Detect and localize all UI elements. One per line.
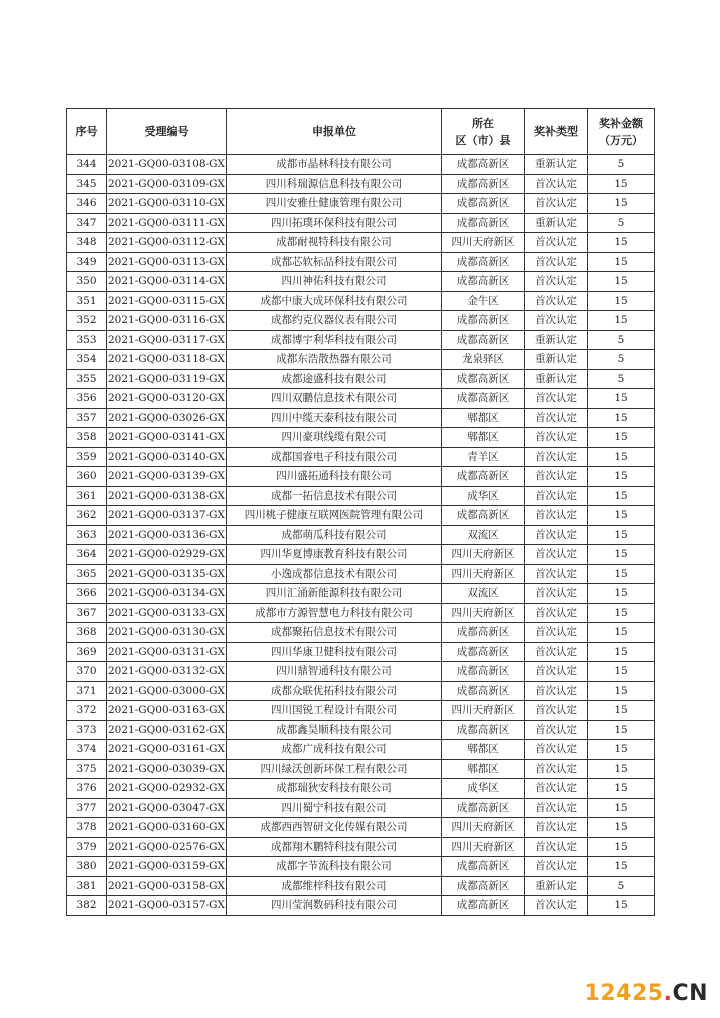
cell-amount: 15	[588, 408, 655, 428]
cell-code: 2021-GQ00-03116-GX	[107, 311, 227, 331]
cell-code: 2021-GQ00-03111-GX	[107, 213, 227, 233]
table-row	[67, 701, 655, 721]
cell-unit: 成都一拓信息技术有限公司	[227, 486, 442, 506]
cell-area: 龙泉驿区	[442, 350, 525, 370]
cell-area: 成都高新区	[442, 194, 525, 214]
cell-type: 首次认定	[525, 174, 588, 194]
cell-amount: 15	[588, 486, 655, 506]
header-amount-line1: 奖补金额	[599, 116, 643, 130]
cell-index: 363	[67, 525, 107, 545]
cell-code: 2021-GQ00-03158-GX	[107, 876, 227, 896]
cell-unit: 四川蜀宁科技有限公司	[227, 798, 442, 818]
cell-code: 2021-GQ00-03134-GX	[107, 584, 227, 604]
cell-amount: 15	[588, 252, 655, 272]
cell-code: 2021-GQ00-03137-GX	[107, 506, 227, 526]
cell-index: 353	[67, 330, 107, 350]
cell-unit: 成都广成科技有限公司	[227, 740, 442, 760]
cell-unit: 成都瑞狄安科技有限公司	[227, 779, 442, 799]
cell-unit: 四川科瑞源信息科技有限公司	[227, 174, 442, 194]
cell-index: 376	[67, 779, 107, 799]
table-row	[67, 798, 655, 818]
cell-unit: 成都约克仪器仪表有限公司	[227, 311, 442, 331]
cell-index: 355	[67, 369, 107, 389]
header-area-line1: 所在	[472, 116, 494, 130]
cell-area: 成都高新区	[442, 623, 525, 643]
table-row	[67, 233, 655, 253]
cell-area: 郫都区	[442, 740, 525, 760]
cell-area: 成都高新区	[442, 662, 525, 682]
cell-type: 首次认定	[525, 194, 588, 214]
cell-code: 2021-GQ00-03130-GX	[107, 623, 227, 643]
cell-type: 首次认定	[525, 584, 588, 604]
header-area-line2: 区（市）县	[455, 133, 511, 147]
cell-unit: 四川绿沃创新环保工程有限公司	[227, 759, 442, 779]
cell-area: 四川天府新区	[442, 564, 525, 584]
cell-code: 2021-GQ00-03026-GX	[107, 408, 227, 428]
cell-amount: 15	[588, 603, 655, 623]
cell-index: 349	[67, 252, 107, 272]
cell-unit: 四川鼎智通科技有限公司	[227, 662, 442, 682]
cell-unit: 四川豪琪线缆有限公司	[227, 428, 442, 448]
cell-index: 364	[67, 545, 107, 565]
cell-unit: 小逸成都信息技术有限公司	[227, 564, 442, 584]
table-row	[67, 213, 655, 233]
cell-code: 2021-GQ00-03112-GX	[107, 233, 227, 253]
cell-type: 首次认定	[525, 896, 588, 916]
table-row	[67, 603, 655, 623]
cell-index: 371	[67, 681, 107, 701]
cell-code: 2021-GQ00-03163-GX	[107, 701, 227, 721]
cell-amount: 5	[588, 155, 655, 175]
cell-area: 成华区	[442, 486, 525, 506]
cell-unit: 成都途盛科技有限公司	[227, 369, 442, 389]
cell-code: 2021-GQ00-03161-GX	[107, 740, 227, 760]
cell-index: 356	[67, 389, 107, 409]
cell-amount: 15	[588, 311, 655, 331]
cell-area: 成都高新区	[442, 720, 525, 740]
cell-amount: 15	[588, 194, 655, 214]
cell-unit: 四川双鹏信息技术有限公司	[227, 389, 442, 409]
watermark-tld: CN	[672, 981, 708, 1006]
cell-amount: 15	[588, 233, 655, 253]
cell-index: 359	[67, 447, 107, 467]
table-row	[67, 623, 655, 643]
cell-amount: 15	[588, 525, 655, 545]
cell-code: 2021-GQ00-03131-GX	[107, 642, 227, 662]
cell-code: 2021-GQ00-03039-GX	[107, 759, 227, 779]
cell-type: 首次认定	[525, 545, 588, 565]
cell-area: 金牛区	[442, 291, 525, 311]
cell-area: 成华区	[442, 779, 525, 799]
cell-code: 2021-GQ00-03113-GX	[107, 252, 227, 272]
table-row	[67, 272, 655, 292]
table-row	[67, 467, 655, 487]
watermark-dot: .	[663, 981, 673, 1006]
table-row	[67, 194, 655, 214]
cell-unit: 四川拓璞环保科技有限公司	[227, 213, 442, 233]
cell-amount: 15	[588, 662, 655, 682]
cell-code: 2021-GQ00-03157-GX	[107, 896, 227, 916]
cell-unit: 四川神佑科技有限公司	[227, 272, 442, 292]
cell-type: 首次认定	[525, 506, 588, 526]
table-row	[67, 720, 655, 740]
cell-index: 381	[67, 876, 107, 896]
cell-area: 双流区	[442, 584, 525, 604]
header-area	[442, 109, 525, 155]
cell-amount: 15	[588, 389, 655, 409]
table-row	[67, 155, 655, 175]
cell-unit: 四川国锐工程设计有限公司	[227, 701, 442, 721]
cell-unit: 四川桃子健康互联网医院管理有限公司	[227, 506, 442, 526]
cell-area: 成都高新区	[442, 896, 525, 916]
cell-type: 重新认定	[525, 369, 588, 389]
cell-unit: 四川华康卫健科技有限公司	[227, 642, 442, 662]
cell-unit: 四川安雅仕健康管理有限公司	[227, 194, 442, 214]
cell-area: 四川天府新区	[442, 603, 525, 623]
cell-area: 双流区	[442, 525, 525, 545]
cell-code: 2021-GQ00-03000-GX	[107, 681, 227, 701]
cell-type: 首次认定	[525, 428, 588, 448]
cell-amount: 15	[588, 701, 655, 721]
cell-code: 2021-GQ00-02929-GX	[107, 545, 227, 565]
cell-amount: 15	[588, 779, 655, 799]
cell-amount: 15	[588, 759, 655, 779]
cell-type: 首次认定	[525, 233, 588, 253]
table-row	[67, 779, 655, 799]
site-watermark	[585, 981, 708, 1006]
cell-type: 首次认定	[525, 408, 588, 428]
table-header-row	[67, 109, 655, 155]
cell-type: 首次认定	[525, 740, 588, 760]
cell-index: 369	[67, 642, 107, 662]
table-row	[67, 174, 655, 194]
table-row	[67, 408, 655, 428]
table-row	[67, 330, 655, 350]
cell-unit: 四川华夏博康教育科技有限公司	[227, 545, 442, 565]
table-row	[67, 447, 655, 467]
cell-index: 352	[67, 311, 107, 331]
cell-area: 成都高新区	[442, 389, 525, 409]
table-row	[67, 681, 655, 701]
cell-area: 成都高新区	[442, 174, 525, 194]
table-row	[67, 662, 655, 682]
cell-code: 2021-GQ00-03141-GX	[107, 428, 227, 448]
cell-code: 2021-GQ00-03118-GX	[107, 350, 227, 370]
cell-area: 成都高新区	[442, 252, 525, 272]
cell-index: 365	[67, 564, 107, 584]
table-row	[67, 525, 655, 545]
cell-code: 2021-GQ00-03160-GX	[107, 818, 227, 838]
cell-index: 382	[67, 896, 107, 916]
cell-amount: 15	[588, 740, 655, 760]
cell-type: 首次认定	[525, 291, 588, 311]
cell-type: 首次认定	[525, 662, 588, 682]
cell-index: 348	[67, 233, 107, 253]
cell-code: 2021-GQ00-03110-GX	[107, 194, 227, 214]
cell-amount: 5	[588, 213, 655, 233]
cell-amount: 5	[588, 330, 655, 350]
cell-area: 成都高新区	[442, 155, 525, 175]
table-row	[67, 428, 655, 448]
table-row	[67, 252, 655, 272]
cell-area: 郫都区	[442, 428, 525, 448]
cell-type: 首次认定	[525, 798, 588, 818]
cell-code: 2021-GQ00-03132-GX	[107, 662, 227, 682]
cell-area: 成都高新区	[442, 330, 525, 350]
cell-area: 四川天府新区	[442, 701, 525, 721]
cell-amount: 15	[588, 467, 655, 487]
cell-code: 2021-GQ00-03108-GX	[107, 155, 227, 175]
cell-type: 首次认定	[525, 681, 588, 701]
cell-area: 成都高新区	[442, 213, 525, 233]
cell-unit: 四川中缆天泰科技有限公司	[227, 408, 442, 428]
cell-type: 重新认定	[525, 213, 588, 233]
cell-area: 四川天府新区	[442, 545, 525, 565]
cell-area: 成都高新区	[442, 506, 525, 526]
cell-code: 2021-GQ00-03162-GX	[107, 720, 227, 740]
cell-amount: 15	[588, 447, 655, 467]
cell-type: 首次认定	[525, 720, 588, 740]
watermark-digits: 12425	[584, 981, 664, 1006]
cell-unit: 成都西西智研文化传媒有限公司	[227, 818, 442, 838]
cell-area: 成都高新区	[442, 642, 525, 662]
cell-area: 郫都区	[442, 759, 525, 779]
cell-unit: 成都字节流科技有限公司	[227, 857, 442, 877]
table-row	[67, 545, 655, 565]
cell-index: 347	[67, 213, 107, 233]
cell-type: 重新认定	[525, 876, 588, 896]
cell-type: 首次认定	[525, 252, 588, 272]
table-row	[67, 740, 655, 760]
cell-index: 357	[67, 408, 107, 428]
cell-code: 2021-GQ00-02932-GX	[107, 779, 227, 799]
table-row	[67, 291, 655, 311]
cell-amount: 15	[588, 272, 655, 292]
cell-unit: 成都市方源智慧电力科技有限公司	[227, 603, 442, 623]
cell-index: 354	[67, 350, 107, 370]
cell-index: 378	[67, 818, 107, 838]
cell-index: 380	[67, 857, 107, 877]
cell-index: 346	[67, 194, 107, 214]
cell-area: 成都高新区	[442, 467, 525, 487]
cell-index: 360	[67, 467, 107, 487]
cell-type: 首次认定	[525, 837, 588, 857]
header-amount-line2: （万元）	[599, 133, 643, 147]
cell-area: 郫都区	[442, 408, 525, 428]
header-type: 奖补类型	[525, 109, 588, 155]
table-row	[67, 584, 655, 604]
cell-unit: 四川莹润数码科技有限公司	[227, 896, 442, 916]
cell-amount: 15	[588, 291, 655, 311]
cell-type: 重新认定	[525, 155, 588, 175]
table-row	[67, 564, 655, 584]
cell-code: 2021-GQ00-03115-GX	[107, 291, 227, 311]
cell-unit: 成都市晶林科技有限公司	[227, 155, 442, 175]
cell-index: 362	[67, 506, 107, 526]
cell-unit: 成都博宇利华科技有限公司	[227, 330, 442, 350]
cell-amount: 5	[588, 876, 655, 896]
cell-index: 351	[67, 291, 107, 311]
table-row	[67, 896, 655, 916]
cell-area: 成都高新区	[442, 272, 525, 292]
cell-type: 首次认定	[525, 701, 588, 721]
cell-code: 2021-GQ00-03133-GX	[107, 603, 227, 623]
cell-type: 首次认定	[525, 311, 588, 331]
cell-index: 374	[67, 740, 107, 760]
cell-index: 367	[67, 603, 107, 623]
cell-area: 成都高新区	[442, 876, 525, 896]
cell-code: 2021-GQ00-03114-GX	[107, 272, 227, 292]
cell-amount: 5	[588, 350, 655, 370]
cell-type: 重新认定	[525, 350, 588, 370]
cell-amount: 15	[588, 818, 655, 838]
cell-index: 345	[67, 174, 107, 194]
cell-code: 2021-GQ00-03138-GX	[107, 486, 227, 506]
cell-index: 379	[67, 837, 107, 857]
cell-area: 四川天府新区	[442, 818, 525, 838]
table-body	[67, 155, 655, 916]
cell-amount: 15	[588, 506, 655, 526]
cell-amount: 5	[588, 369, 655, 389]
cell-unit: 成都众联优拓科技有限公司	[227, 681, 442, 701]
cell-unit: 成都耐视特科技有限公司	[227, 233, 442, 253]
cell-code: 2021-GQ00-03117-GX	[107, 330, 227, 350]
cell-index: 344	[67, 155, 107, 175]
cell-area: 成都高新区	[442, 857, 525, 877]
cell-type: 首次认定	[525, 857, 588, 877]
cell-code: 2021-GQ00-03136-GX	[107, 525, 227, 545]
cell-code: 2021-GQ00-03140-GX	[107, 447, 227, 467]
table-row	[67, 857, 655, 877]
cell-code: 2021-GQ00-02576-GX	[107, 837, 227, 857]
table-row	[67, 759, 655, 779]
cell-unit: 成都芯软标品科技有限公司	[227, 252, 442, 272]
cell-type: 首次认定	[525, 759, 588, 779]
table-row	[67, 876, 655, 896]
cell-code: 2021-GQ00-03139-GX	[107, 467, 227, 487]
table-row	[67, 506, 655, 526]
cell-code: 2021-GQ00-03120-GX	[107, 389, 227, 409]
cell-type: 首次认定	[525, 525, 588, 545]
cell-area: 四川天府新区	[442, 233, 525, 253]
table-row	[67, 818, 655, 838]
cell-amount: 15	[588, 584, 655, 604]
cell-unit: 成都维梓科技有限公司	[227, 876, 442, 896]
cell-amount: 15	[588, 857, 655, 877]
cell-area: 四川天府新区	[442, 837, 525, 857]
cell-amount: 15	[588, 623, 655, 643]
cell-type: 首次认定	[525, 486, 588, 506]
header-index: 序号	[67, 109, 107, 155]
award-table	[66, 108, 655, 916]
cell-type: 首次认定	[525, 389, 588, 409]
cell-index: 361	[67, 486, 107, 506]
cell-type: 重新认定	[525, 330, 588, 350]
cell-type: 首次认定	[525, 779, 588, 799]
cell-unit: 成都中康大成环保科技有限公司	[227, 291, 442, 311]
table-row	[67, 486, 655, 506]
cell-unit: 成都东浩散热器有限公司	[227, 350, 442, 370]
table-row	[67, 837, 655, 857]
cell-amount: 15	[588, 837, 655, 857]
cell-index: 372	[67, 701, 107, 721]
cell-area: 成都高新区	[442, 798, 525, 818]
cell-amount: 15	[588, 174, 655, 194]
cell-index: 375	[67, 759, 107, 779]
cell-amount: 15	[588, 428, 655, 448]
cell-area: 成都高新区	[442, 311, 525, 331]
table-row	[67, 350, 655, 370]
cell-code: 2021-GQ00-03047-GX	[107, 798, 227, 818]
cell-unit: 成都国睿电子科技有限公司	[227, 447, 442, 467]
header-code: 受理编号	[107, 109, 227, 155]
cell-unit: 成都萌瓜科技有限公司	[227, 525, 442, 545]
cell-index: 366	[67, 584, 107, 604]
cell-index: 370	[67, 662, 107, 682]
cell-amount: 15	[588, 681, 655, 701]
cell-area: 成都高新区	[442, 369, 525, 389]
cell-index: 373	[67, 720, 107, 740]
cell-type: 首次认定	[525, 623, 588, 643]
table-row	[67, 642, 655, 662]
cell-type: 首次认定	[525, 272, 588, 292]
cell-unit: 成都翔木鹏特科技有限公司	[227, 837, 442, 857]
cell-unit: 四川盛拓通科技有限公司	[227, 467, 442, 487]
cell-code: 2021-GQ00-03159-GX	[107, 857, 227, 877]
cell-type: 首次认定	[525, 603, 588, 623]
cell-amount: 15	[588, 564, 655, 584]
cell-index: 358	[67, 428, 107, 448]
cell-code: 2021-GQ00-03135-GX	[107, 564, 227, 584]
cell-amount: 15	[588, 720, 655, 740]
cell-type: 首次认定	[525, 818, 588, 838]
cell-amount: 15	[588, 545, 655, 565]
cell-amount: 15	[588, 642, 655, 662]
header-amount	[588, 109, 655, 155]
cell-unit: 四川汇涌新能源科技有限公司	[227, 584, 442, 604]
cell-type: 首次认定	[525, 467, 588, 487]
cell-code: 2021-GQ00-03109-GX	[107, 174, 227, 194]
cell-index: 377	[67, 798, 107, 818]
cell-code: 2021-GQ00-03119-GX	[107, 369, 227, 389]
cell-area: 成都高新区	[442, 681, 525, 701]
cell-amount: 15	[588, 798, 655, 818]
cell-index: 368	[67, 623, 107, 643]
cell-unit: 成都聚拓信息技术有限公司	[227, 623, 442, 643]
table-row	[67, 369, 655, 389]
cell-unit: 成都鑫昊顺科技有限公司	[227, 720, 442, 740]
header-unit: 申报单位	[227, 109, 442, 155]
cell-amount: 15	[588, 896, 655, 916]
table-row	[67, 311, 655, 331]
cell-type: 首次认定	[525, 564, 588, 584]
table-row	[67, 389, 655, 409]
cell-area: 青羊区	[442, 447, 525, 467]
cell-index: 350	[67, 272, 107, 292]
cell-type: 首次认定	[525, 447, 588, 467]
cell-type: 首次认定	[525, 642, 588, 662]
